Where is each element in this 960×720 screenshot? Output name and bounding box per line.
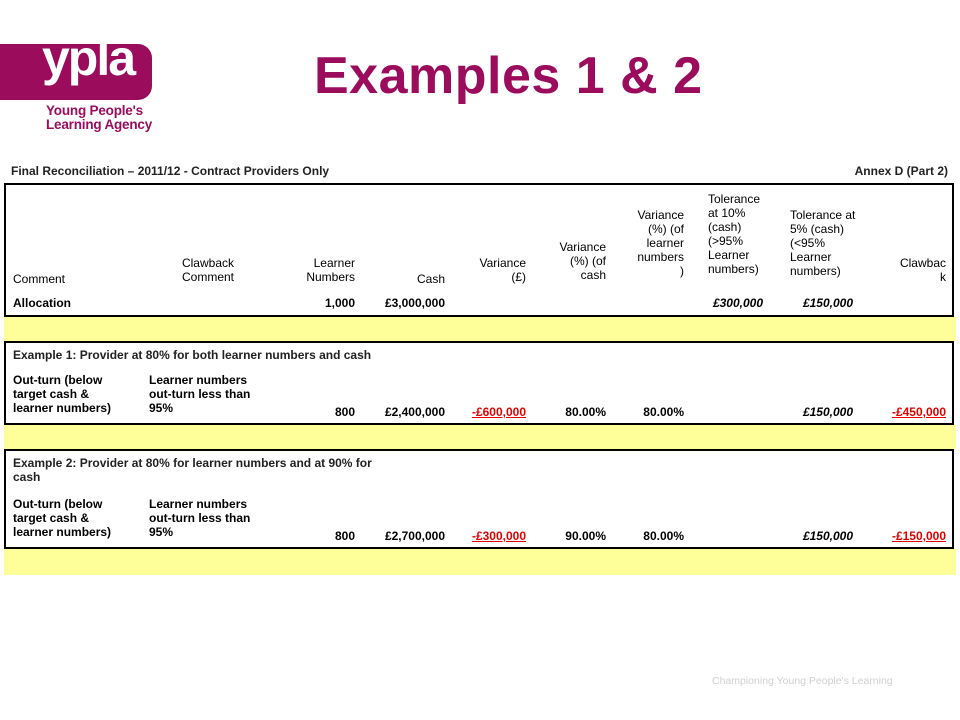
example-2-comment-line: learner numbers) bbox=[13, 525, 112, 539]
header-table bbox=[4, 183, 954, 317]
col-tolerance-10-line: numbers) bbox=[708, 262, 759, 276]
allocation-learner-numbers: 1,000 bbox=[324, 296, 355, 310]
col-tolerance-10-line: Learner bbox=[708, 248, 750, 262]
allocation-label: Allocation bbox=[13, 296, 72, 310]
col-variance-pct-cash-line: Variance bbox=[559, 240, 606, 254]
col-comment: Comment bbox=[13, 272, 66, 286]
col-variance-pct-learners-line: Variance bbox=[637, 208, 684, 222]
col-tolerance-10-line: (cash) bbox=[708, 220, 742, 234]
example-1-comment-line: Out-turn (below bbox=[13, 373, 103, 387]
example-2-clawback-comment-line: Learner numbers bbox=[149, 497, 248, 511]
example-2-variance-pct-learners: 80.00% bbox=[643, 529, 684, 543]
allocation-cash: £3,000,000 bbox=[384, 296, 445, 310]
example-1-learner-numbers: 800 bbox=[334, 405, 355, 419]
logo-tagline bbox=[46, 104, 152, 132]
example-2-cash: £2,700,000 bbox=[384, 529, 445, 543]
example-2-heading bbox=[13, 456, 372, 484]
col-variance-pct-learners-line: learner bbox=[646, 236, 684, 250]
col-variance-pct-cash bbox=[560, 240, 606, 282]
example-1-cash: £2,400,000 bbox=[384, 405, 445, 419]
example-2-variance-pct-cash: 90.00% bbox=[565, 529, 606, 543]
example-1-variance-pct-learners: 80.00% bbox=[643, 405, 684, 419]
logo-wordmark: ypla bbox=[42, 30, 135, 86]
spacer-band bbox=[4, 425, 956, 449]
col-tolerance-5 bbox=[790, 208, 855, 278]
col-tolerance-5-line: numbers) bbox=[790, 264, 841, 278]
col-learner-numbers-line: Learner bbox=[313, 256, 355, 270]
col-variance-pct-learners bbox=[637, 208, 684, 278]
col-clawback bbox=[900, 256, 946, 284]
col-tolerance-5-line: (<95% bbox=[790, 236, 826, 250]
example-1-clawback-comment-line: Learner numbers bbox=[149, 373, 248, 387]
example-1-tolerance-5: £150,000 bbox=[802, 405, 853, 419]
col-clawback-line: k bbox=[940, 270, 946, 284]
col-variance-line: Variance bbox=[479, 256, 526, 270]
col-tolerance-5-line: Tolerance at bbox=[790, 208, 856, 222]
col-variance bbox=[480, 256, 526, 284]
col-clawback-comment-line: Clawback bbox=[181, 256, 234, 270]
col-variance-pct-learners-line: numbers bbox=[637, 250, 684, 264]
logo-tagline-line2: Learning Agency bbox=[46, 117, 153, 132]
table-caption: Final Reconciliation – 2011/12 - Contract Providers Only bbox=[11, 164, 330, 178]
example-1-table bbox=[4, 341, 954, 425]
col-clawback-comment bbox=[182, 256, 234, 284]
logo-tagline-line1: Young People's bbox=[46, 103, 143, 118]
col-variance-pct-cash-line: cash bbox=[580, 268, 606, 282]
example-2-clawback-comment bbox=[149, 497, 250, 539]
example-2-table bbox=[4, 449, 954, 549]
col-variance-pct-learners-line: (%) (of bbox=[648, 222, 684, 236]
example-2-heading-line: cash bbox=[13, 470, 41, 484]
col-tolerance-10 bbox=[708, 192, 760, 276]
col-tolerance-5-line: 5% (cash) bbox=[790, 222, 845, 236]
example-1-heading: Example 1: Provider at 80% for both learner numbers and cash bbox=[13, 348, 372, 362]
col-learner-numbers-line: Numbers bbox=[306, 270, 355, 284]
example-1-clawback: -£450,000 bbox=[891, 405, 946, 419]
col-tolerance-10-line: (>95% bbox=[708, 234, 744, 248]
example-1-variance-pct-cash: 80.00% bbox=[565, 405, 606, 419]
example-2-comment-line: Out-turn (below bbox=[13, 497, 103, 511]
example-1-clawback-comment bbox=[149, 373, 250, 415]
col-tolerance-5-line: Learner bbox=[790, 250, 832, 264]
col-variance-pct-cash-line: (%) (of bbox=[570, 254, 606, 268]
example-2-tolerance-5: £150,000 bbox=[802, 529, 853, 543]
col-cash: Cash bbox=[416, 272, 445, 286]
col-tolerance-10-line: at 10% bbox=[708, 206, 746, 220]
col-clawback-comment-line: Comment bbox=[181, 270, 234, 284]
example-2-clawback-comment-line: 95% bbox=[149, 525, 174, 539]
allocation-tolerance-10: £300,000 bbox=[712, 296, 763, 310]
page-title: Examples 1 & 2 bbox=[314, 47, 703, 105]
example-2-clawback: -£150,000 bbox=[891, 529, 946, 543]
annex-label: Annex D (Part 2) bbox=[854, 164, 948, 178]
col-learner-numbers bbox=[306, 256, 355, 284]
example-1-clawback-comment-line: 95% bbox=[149, 401, 174, 415]
col-tolerance-10-line: Tolerance bbox=[708, 192, 761, 206]
col-clawback-line: Clawbac bbox=[899, 256, 946, 270]
allocation-tolerance-5: £150,000 bbox=[802, 296, 853, 310]
col-variance-line: (£) bbox=[511, 270, 526, 284]
example-2-comment bbox=[13, 497, 111, 539]
spacer-band bbox=[4, 317, 956, 341]
col-variance-pct-learners-line: ) bbox=[680, 264, 684, 278]
example-2-comment-line: target cash & bbox=[13, 511, 90, 525]
example-1-comment-line: target cash & bbox=[13, 387, 90, 401]
example-1-variance: -£600,000 bbox=[471, 405, 526, 419]
example-2-clawback-comment-line: out-turn less than bbox=[149, 511, 251, 525]
example-2-heading-line: Example 2: Provider at 80% for learner numbers and at 90% for bbox=[13, 456, 372, 470]
example-1-clawback-comment-line: out-turn less than bbox=[149, 387, 251, 401]
example-1-comment-line: learner numbers) bbox=[13, 401, 112, 415]
example-1-comment bbox=[13, 373, 111, 415]
spacer-band bbox=[4, 549, 956, 575]
footer-tagline: Championing Young People's Learning bbox=[712, 675, 893, 687]
example-2-variance: -£300,000 bbox=[471, 529, 526, 543]
example-2-learner-numbers: 800 bbox=[334, 529, 355, 543]
